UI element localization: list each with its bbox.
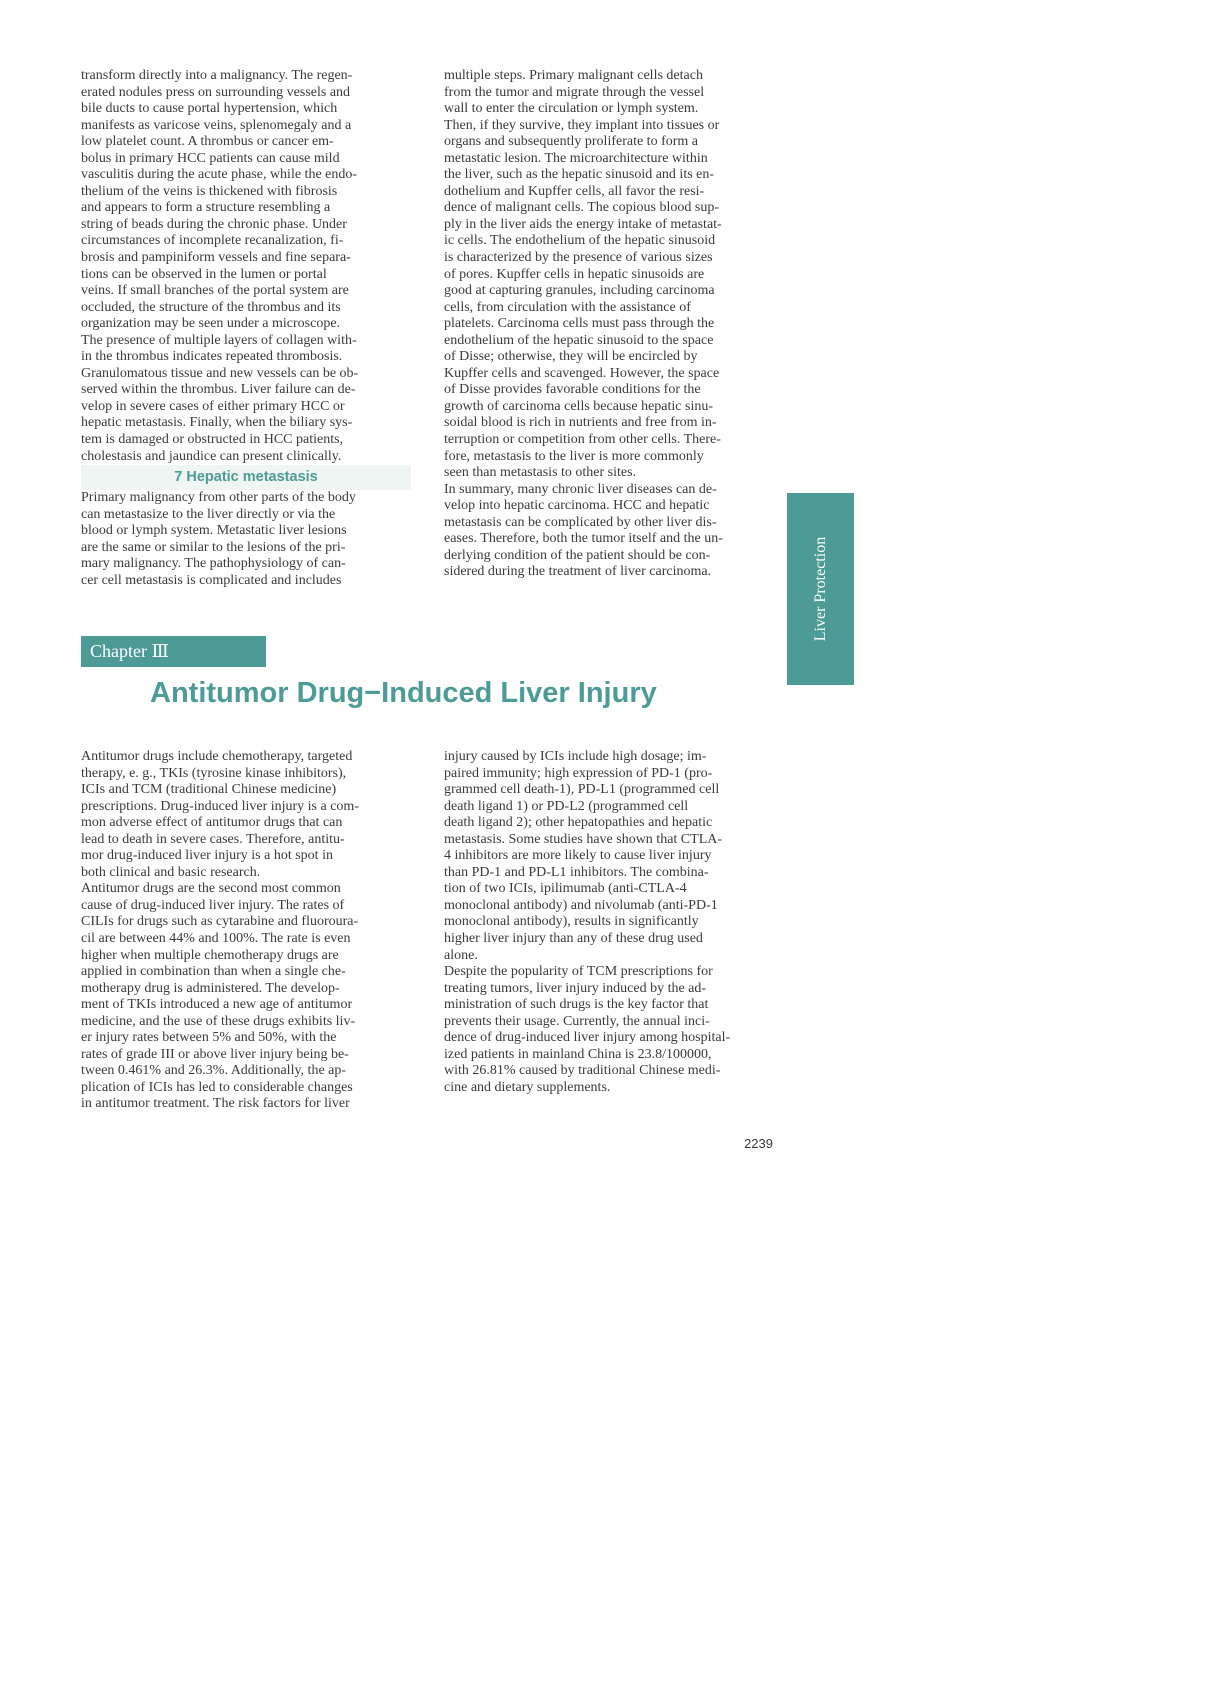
paragraph-ici-risk-factors: injury caused by ICIs include high dosage; im- paired immunity; high expression of PD-1 (pro- grammed cell death-1), PD-L1 (programmed cell death ligand 1) or PD-L2 (programmed cell death ligand 2); other hepatopathies and hepatic metastasis. Some studies have shown that CTLA- 4 inhibitors are more likely to cause liver injury than PD-1 and PD-L1 inhibitors. The combina- tion of two ICIs, ipilimumab (anti-CTLA-4 monoclonal antibody) and nivolumab (anti-PD-1 monoclonal antibody), results in significantly higher liver injury than any of these drug used alone. xyxy=(444,749,723,963)
lower-left-column xyxy=(81,749,411,1113)
paragraph-tcm-liver-injury: Despite the popularity of TCM prescriptions for treating tumors, liver injury induced by the ad- ministration of such drugs is the key factor that prevents their usage. Currently, the annual inci- dence of drug-induced liver injury among hospital- ized patients in mainland China is 23.8/100000, with 26.81% caused by traditional Chinese medi- cine and dietary supplements. xyxy=(444,964,731,1095)
paragraph-summary: In summary, many chronic liver diseases can de- velop into hepatic carcinoma. HCC and hepatic metastasis can be complicated by other liver dis- eases. Therefore, both the tumor itself and the un- derlying condition of the patient should be con- sidered during the treatment of liver carcinoma. xyxy=(444,481,723,580)
paragraph-metastasis-intro: Primary malignancy from other parts of the body can metastasize to the liver directly or via the blood or lymph system. Metastatic liver lesions are the same or similar to the lesions of the pri- mary malignancy. The pathophysiology of can- cer cell metastasis is complicated and includes xyxy=(81,490,356,588)
paragraph-drug-induced-injury-rates: Antitumor drugs are the second most common cause of drug-induced liver injury. The rates of CILIs for drugs such as cytarabine and fluoroura- cil are between 44% and 100%. The rate is even higher when multiple chemotherapy drugs are applied in combination than when a single che- motherapy drug is administered. The develop- ment of TKIs introduced a new age of antitumor medicine, and the use of these drugs exhibits liv- er injury rates between 5% and 50%, with the rates of grade III or above liver injury being be- tween 0.461% and 26.3%. Additionally, the ap- plication of ICIs has led to considerable changes in antitumor treatment. The risk factors for liver xyxy=(81,881,359,1112)
paragraph-portal-hypertension: transform directly into a malignancy. The regen- erated nodules press on surrounding vessels and bile ducts to cause portal hypertension, which manifests as varicose veins, splenomegaly and a low platelet count. A thrombus or cancer em- bolus in primary HCC patients can cause mild vasculitis during the acute phase, while the endo- thelium of the veins is thickened with fibrosis and appears to form a structure resembling a string of beads during the chronic phase. Under circumstances of incomplete recanalization, fi- brosis and pampiniform vessels and fine separa- tions can be observed in the lumen or portal veins. If small branches of the portal system are occluded, the structure of the thrombus and its organization may be seen under a microscope. The presence of multiple layers of collagen with- in the thrombus indicates repeated thrombosis. Granulomatous tissue and new vessels can be ob- served within the thrombus. Liver failure can de- velop in severe cases of either primary HCC or hepatic metastasis. Finally, when the biliary sys- tem is damaged or obstructed in HCC patients, cholestasis and jaundice can present clinically. xyxy=(81,68,359,464)
upper-right-column xyxy=(444,68,774,581)
side-tab-label: Liver Protection xyxy=(811,536,829,642)
lower-right-column xyxy=(444,749,774,1096)
page-number: 2239 xyxy=(744,1136,773,1151)
upper-left-column xyxy=(81,68,411,589)
paragraph-metastasis-steps: multiple steps. Primary malignant cells detach from the tumor and migrate through the vessel wall to enter the circulation or lymph system. Then, if they survive, they implant into tissues or organs and subsequently proliferate to form a metastatic lesion. The microarchitecture within the liver, such as the hepatic sinusoid and its en- dothelium and Kupffer cells, all favor the resi- dence of malignant cells. The copious blood sup- ply in the liver aids the energy intake of metastat- ic cells. The endothelium of the hepatic sinusoid is characterized by the presence of various sizes of pores. Kupffer cells in hepatic sinusoids are good at capturing granules, including carcinoma cells, from circulation with the assistance of platelets. Carcinoma cells must pass through the endothelium of the hepatic sinusoid to the space of Disse; otherwise, they will be encircled by Kupffer cells and scavenged. However, the space of Disse provides favorable conditions for the growth of carcinoma cells because hepatic sinu- soidal blood is rich in nutrients and free from in- terruption or competition from other cells. There- fore, metastasis to the liver is more commonly seen than metastasis to other sites. xyxy=(444,68,722,481)
side-tab xyxy=(787,493,854,685)
paragraph-antitumor-drugs: Antitumor drugs include chemotherapy, targeted therapy, e. g., TKIs (tyrosine kinase inhibitors), ICIs and TCM (traditional Chinese medicine) prescriptions. Drug-induced liver injury is a com- mon adverse effect of antitumor drugs that can lead to death in severe cases. Therefore, antitu- mor drug-induced liver injury is a hot spot in both clinical and basic research. xyxy=(81,749,359,880)
chapter-label: Chapter Ⅲ xyxy=(81,636,266,667)
section-heading-hepatic-metastasis: 7 Hepatic metastasis xyxy=(81,465,411,490)
chapter-title: Antitumor Drug−Induced Liver Injury xyxy=(150,677,657,709)
